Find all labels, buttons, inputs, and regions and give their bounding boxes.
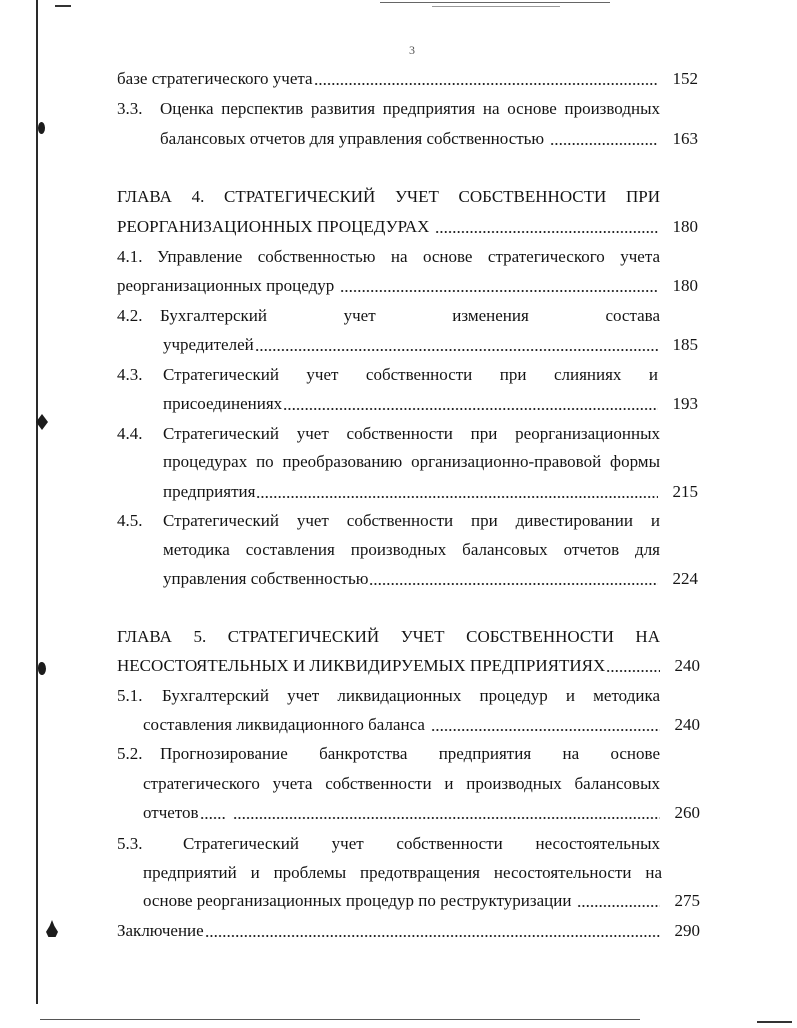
toc-entry-text: Бухгалтерский учет ликвидационных процедур и методика <box>162 686 660 705</box>
leader-dots <box>313 67 658 91</box>
leader-dots <box>576 889 660 913</box>
page-number: 3 <box>409 43 415 57</box>
chapter-title: НЕСОСТОЯТЕЛЬНЫХ И ЛИКВИДИРУЕМЫХ ПРЕДПРИЯТИЯХ <box>117 656 606 675</box>
toc-entry-text: Управление собственностью на основе стратегического учета <box>157 247 660 266</box>
scan-blot <box>46 920 58 937</box>
toc-page-number: 224 <box>672 569 698 588</box>
chapter-title: РЕОРГАНИЗАЦИОННЫХ ПРОЦЕДУРАХ <box>117 217 430 236</box>
leader-dots <box>434 215 658 239</box>
toc-entry-continued <box>117 67 698 91</box>
toc-entry-text: предприятия <box>163 482 256 501</box>
section-number: 4.4. <box>117 424 143 443</box>
toc-entry-5-1 <box>117 684 660 708</box>
toc-entry-text: процедурах по преобразованию организационно-правовой формы <box>163 452 660 471</box>
toc-entry-4-4 <box>117 422 660 446</box>
toc-entry-4-4-line-3 <box>163 480 698 504</box>
toc-entry-text: управления собственностью <box>163 569 369 588</box>
toc-entry-5-3 <box>117 832 660 856</box>
toc-entry-text: реорганизационных процедур <box>117 276 335 295</box>
toc-entry-text: Бухгалтерский учет изменения состава <box>160 306 660 325</box>
toc-entry-text: составления ликвидационного баланса <box>143 715 425 734</box>
toc-entry-text: учредителей <box>163 335 254 354</box>
toc-entry-text: Стратегический учет собственности при дивестировании и <box>163 511 660 530</box>
toc-page-number: 240 <box>674 656 700 675</box>
toc-entry-text: Заключение <box>117 921 204 940</box>
leader-dots <box>254 333 658 357</box>
toc-entry-text: Прогнозирование банкротства предприятия на основе <box>160 744 660 763</box>
leader-dots <box>282 392 658 416</box>
toc-entry-text: отчетов <box>143 803 199 822</box>
toc-page-number: 193 <box>672 394 698 413</box>
leader-dots <box>339 274 658 298</box>
scan-bottom-line <box>40 1019 640 1020</box>
toc-entry-text: Стратегический учет собственности несостоятельных <box>183 834 660 853</box>
scan-bottom-dash <box>757 1021 792 1023</box>
toc-entry-3-3-line-2 <box>160 127 698 151</box>
toc-entry-text: присоединениях <box>163 394 283 413</box>
toc-page-number: 215 <box>672 482 698 501</box>
leader-dots <box>199 801 225 825</box>
toc-entry-5-3-line-3 <box>143 889 700 913</box>
toc-entry-4-2 <box>117 304 660 328</box>
toc-page-number: 240 <box>674 715 700 734</box>
scan-blot <box>38 122 45 134</box>
toc-entry-text: базе стратегического учета <box>117 69 313 88</box>
scan-margin-line <box>36 0 38 1004</box>
toc-chapter-4 <box>117 185 660 209</box>
toc-entry-4-3 <box>117 363 658 387</box>
toc-page-number: 180 <box>672 276 698 295</box>
toc-entry-text: Стратегический учет собственности при реорганизационных <box>163 424 660 443</box>
scan-top-dash <box>55 5 71 7</box>
toc-entry-4-5-line-3 <box>163 567 698 591</box>
leader-dots <box>605 654 660 678</box>
chapter-title: ГЛАВА 5. СТРАТЕГИЧЕСКИЙ УЧЕТ СОБСТВЕННОСТИ НА <box>117 627 660 646</box>
toc-entry-text: балансовых отчетов для управления собственностью <box>160 129 545 148</box>
section-number: 4.2. <box>117 306 143 325</box>
toc-entry-5-3-line-2 <box>143 861 662 885</box>
toc-entry-4-1 <box>117 245 660 269</box>
toc-entry-5-2-line-3 <box>143 801 700 825</box>
leader-dots <box>232 801 660 825</box>
leader-dots <box>430 713 660 737</box>
section-number: 4.5. <box>117 511 143 530</box>
toc-entry-text: основе реорганизационных процедур по реструктуризации <box>143 891 572 910</box>
toc-entry-text: Стратегический учет собственности при слияниях и <box>163 365 658 384</box>
toc-page-number: 163 <box>672 129 698 148</box>
section-number: 5.3. <box>117 834 143 853</box>
toc-entry-conclusion <box>117 919 700 943</box>
toc-entry-5-1-line-2 <box>143 713 700 737</box>
toc-entry-3-3 <box>117 97 660 121</box>
leader-dots <box>549 127 658 151</box>
toc-page-number: 185 <box>672 335 698 354</box>
toc-entry-4-3-line-2 <box>163 392 698 416</box>
toc-chapter-4-line-2 <box>117 215 698 239</box>
leader-dots <box>204 919 660 943</box>
toc-entry-5-2-line-2 <box>143 772 660 796</box>
toc-entry-4-5 <box>117 509 660 533</box>
section-number: 4.1. <box>117 247 143 266</box>
toc-chapter-5-line-2 <box>117 654 700 678</box>
section-number: 3.3. <box>117 99 143 118</box>
toc-entry-4-2-line-2 <box>163 333 698 357</box>
scan-blot <box>38 662 46 675</box>
toc-page-number: 180 <box>672 217 698 236</box>
toc-entry-text: Оценка перспектив развития предприятия на основе производных <box>160 99 660 118</box>
toc-page-number: 152 <box>672 69 698 88</box>
toc-page-number: 275 <box>674 891 700 910</box>
toc-entry-5-2 <box>117 742 660 766</box>
toc-page-number: 260 <box>674 803 700 822</box>
toc-chapter-5 <box>117 625 660 649</box>
scan-top-line-2 <box>432 6 560 7</box>
leader-dots <box>255 480 658 504</box>
toc-entry-text: стратегического учета собственности и производных балансовых <box>143 774 660 793</box>
toc-page-number: 290 <box>674 921 700 940</box>
toc-entry-text: методика составления производных балансовых отчетов для <box>163 540 660 559</box>
toc-entry-4-1-line-2 <box>117 274 698 298</box>
section-number: 5.2. <box>117 744 143 763</box>
toc-entry-4-5-line-2 <box>163 538 660 562</box>
leader-dots <box>368 567 658 591</box>
chapter-title: ГЛАВА 4. СТРАТЕГИЧЕСКИЙ УЧЕТ СОБСТВЕННОСТИ ПРИ <box>117 187 660 206</box>
section-number: 4.3. <box>117 365 143 384</box>
section-number: 5.1. <box>117 686 143 705</box>
toc-entry-text: предприятий и проблемы предотвращения несостоятельности на <box>143 863 662 882</box>
scan-top-line <box>380 2 610 3</box>
toc-entry-4-4-line-2 <box>163 450 660 474</box>
